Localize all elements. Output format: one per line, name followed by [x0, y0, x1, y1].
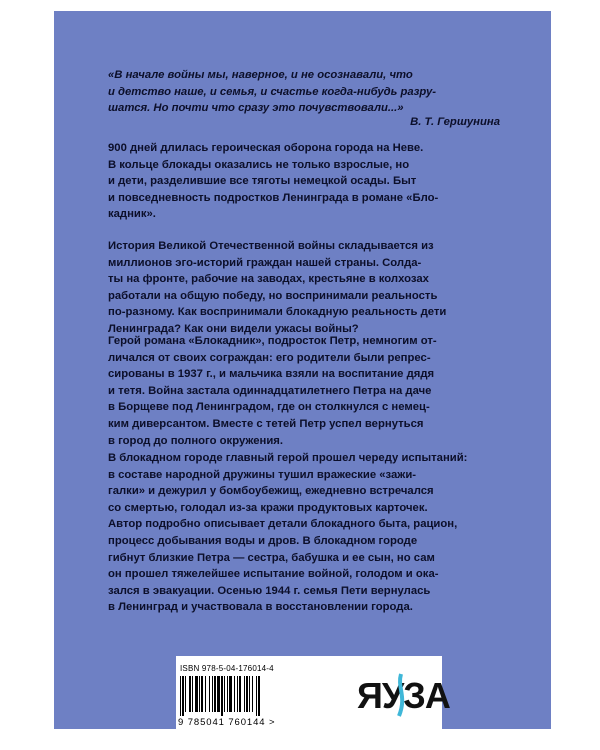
barcode-bar	[256, 676, 257, 716]
paragraph-line: В блокадном городе главный герой прошел череду испытаний:	[108, 452, 468, 464]
paragraph-line: в составе народной дружины тушил вражеские «зажи-	[108, 468, 417, 481]
barcode-bar	[249, 676, 250, 712]
barcode-bar	[205, 676, 206, 712]
description-paragraph-1	[108, 140, 500, 223]
paragraph-line: он прошел тяжелейшее испытание войной, голодом и ока-	[108, 568, 439, 581]
paragraph-line: зался в эвакуации. Осенью 1944 г. семья Пети вернулась	[108, 584, 431, 597]
barcode-digits: 9 785041 760144 >	[178, 717, 276, 728]
epigraph-line: шатся. Но почти что сразу это почувствовали...»	[108, 102, 404, 115]
barcode-bar	[214, 676, 216, 712]
logo-text: ЯУЗА	[357, 675, 450, 716]
paragraph-line: в Борщеве под Ленинградом, где он столкнулся с немец-	[108, 401, 430, 414]
paragraph-line: кадник».	[108, 208, 156, 221]
barcode-panel	[176, 656, 450, 735]
barcode-bar	[221, 676, 223, 716]
yauza-publisher-logo-icon	[357, 670, 450, 720]
barcode-bar	[199, 676, 200, 712]
paragraph-line: Ленинграда? Как они видели ужасы войны?	[108, 322, 359, 335]
barcode-bar	[182, 676, 184, 716]
paragraph-line: ты на фронте, рабочие на заводах, крестьяне в колхозах	[108, 273, 429, 286]
barcode-bar	[227, 676, 228, 712]
barcode-bar	[195, 676, 198, 712]
paragraph-line: ким диверсантом. Вместе с тетей Петр успел вернуться	[108, 417, 424, 430]
barcode-icon	[178, 676, 300, 716]
paragraph-line: сированы в 1937 г., и мальчика взяли на воспитание дядя	[108, 368, 435, 381]
isbn-label: ISBN 978-5-04-176014-4	[180, 664, 274, 673]
barcode-bar	[212, 676, 213, 712]
paragraph-line: галки» и дежурил у бомбоубежищ, ежедневно встречался	[108, 485, 434, 498]
paragraph-line: гибнут близкие Петра — сестра, бабушка и ее сын, но сам	[108, 551, 435, 564]
epigraph	[108, 67, 500, 117]
paragraph-line: История Великой Отечественной войны складывается из	[108, 240, 434, 252]
barcode-bar	[244, 676, 245, 712]
paragraph-line: и тетя. Война застала одиннадцатилетнего Петра на даче	[108, 384, 432, 397]
barcode-bar	[234, 676, 235, 712]
barcode-bar	[239, 676, 241, 712]
epigraph-author: В. Т. Гершунина	[410, 116, 500, 128]
paragraph-line: процесс добывания воды и дров. В блокадном городе	[108, 534, 418, 547]
barcode-bar	[192, 676, 193, 712]
barcode-bar	[246, 676, 248, 712]
barcode-bar	[185, 676, 186, 712]
paragraph-line: Автор подробно описывает детали блокадного быта, рацион,	[108, 518, 458, 531]
barcode-bar	[217, 676, 220, 712]
barcode-bar	[189, 676, 191, 712]
paragraph-line: Герой романа «Блокадник», подросток Петр, немногим от-	[108, 335, 437, 347]
epigraph-line: и детство наше, и семья, и счастье когда-нибудь разру-	[108, 85, 437, 98]
barcode-bar	[258, 676, 260, 716]
epigraph-line: «В начале войны мы, наверное, и не осознавали, что	[108, 69, 413, 81]
barcode-bar	[229, 676, 232, 712]
paragraph-line: по-разному. Как воспринимали блокадную реальность дети	[108, 306, 447, 319]
paragraph-line: В кольце блокады оказались не только взрослые, но	[108, 158, 410, 171]
barcode-bar	[237, 676, 238, 712]
barcode-bar	[224, 676, 225, 712]
paragraph-line: миллионов эго-историй граждан нашей страны. Солда-	[108, 256, 422, 269]
description-paragraph-4	[108, 450, 500, 616]
barcode-bar	[252, 676, 253, 712]
paragraph-line: в город до полного окружения.	[108, 434, 284, 447]
description-paragraph-2	[108, 238, 500, 338]
paragraph-line: 900 дней длилась героическая оборона города на Неве.	[108, 142, 424, 154]
paragraph-line: в Ленинград и участвовала в восстановлении города.	[108, 601, 413, 614]
description-paragraph-3	[108, 333, 500, 449]
paragraph-line: работали на общую победу, но воспринимали реальность	[108, 289, 438, 302]
paragraph-line: и повседневность подростков Ленинграда в романе «Бло-	[108, 191, 439, 204]
paragraph-line: личался от своих сограждан: его родители были репрес-	[108, 351, 431, 364]
barcode-bar	[201, 676, 203, 712]
barcode-bar	[180, 676, 181, 716]
paragraph-line: со смертью, голодал из-за кражи продуктовых карточек.	[108, 501, 428, 514]
paragraph-line: и дети, разделившие все тяготы немецкой осады. Быт	[108, 175, 417, 188]
barcode-bar	[209, 676, 210, 712]
